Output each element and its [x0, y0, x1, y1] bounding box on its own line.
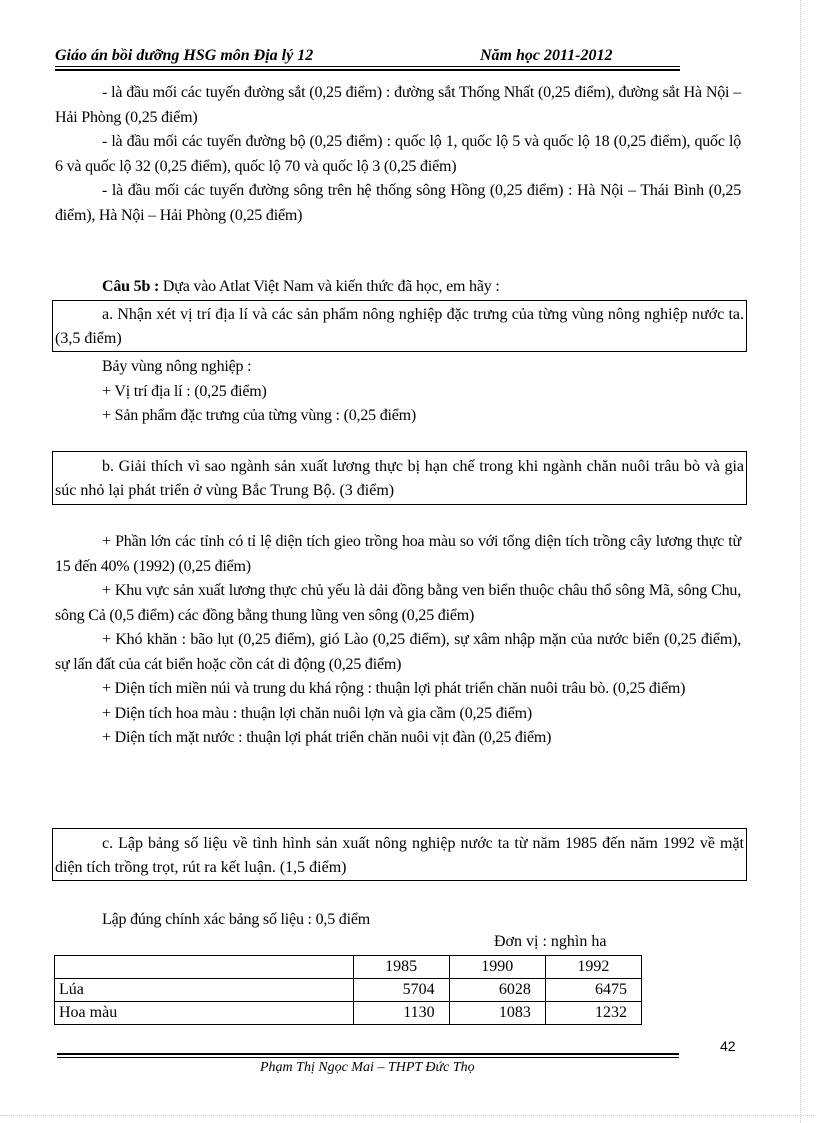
question-a-text: a. Nhận xét vị trí địa lí và các sản phẩm nông nghiệp đặc trưng của từng vùng nông nghiệp nước ta. (3,5 điểm) [55, 306, 744, 347]
paragraph-road: - là đầu mối các tuyến đường bộ (0,25 điểm) : quốc lộ 1, quốc lộ 5 và quốc lộ 18 (0,25 điểm), quốc lộ 6 và quốc lộ 32 (0,25 điểm), quốc lộ 70 và quốc lộ 3 (0,25 điểm) [55, 133, 741, 175]
header-school-year: Năm học 2011-2012 [480, 47, 613, 64]
paragraph-river: - là đầu mối các tuyến đường sông trên hệ thống sông Hồng (0,25 điểm) : Hà Nội – Thái Bình (0,25 điểm), Hà Nội – Hải Phòng (0,25 điểm) [55, 182, 741, 224]
page-header [55, 47, 680, 69]
paragraph-railway: - là đầu mối các tuyến đường sắt (0,25 điểm) : đường sắt Thống Nhất (0,25 điểm), đường sắt Hà Nội – Hải Phòng (0,25 điểm) [55, 84, 741, 126]
page-footer: Phạm Thị Ngọc Mai – THPT Đức Thọ [260, 1060, 475, 1075]
table-unit: Đơn vị : nghìn ha [494, 933, 607, 950]
table-cell: 6475 [545, 979, 641, 1002]
table-corner-cell [55, 956, 354, 979]
answer-a-block [55, 355, 741, 429]
table-row-label: Hoa màu [55, 1002, 354, 1025]
answer-b-paragraph: + Diện tích miền núi và trung du khá rộng : thuận lợi phát triển chăn nuôi trâu bò. (0,25 điểm) [102, 680, 686, 697]
answer-a-line: + Sản phẩm đặc trưng của từng vùng : (0,25 điểm) [102, 407, 417, 424]
answer-c-block [55, 908, 741, 933]
header-title: Giáo án bồi dưỡng HSG môn Địa lý 12 [55, 47, 314, 64]
question-c-text: c. Lập bảng số liệu về tình hình sản xuất nông nghiệp nước ta từ năm 1985 đến năm 1992 về mặt diện tích trồng trọt, rút ra kết luận. (1,5 điểm) [55, 835, 744, 876]
table-year-cell: 1985 [353, 956, 449, 979]
table-header-row [55, 956, 642, 979]
question-text: Dựa vào Atlat Việt Nam và kiến thức đã học, em hãy : [159, 278, 500, 295]
table-year-cell: 1990 [449, 956, 545, 979]
question-5b [55, 275, 741, 300]
answer-b-paragraph: + Diện tích mặt nước : thuận lợi phát triển chăn nuôi vịt đàn (0,25 điểm) [102, 729, 552, 746]
table-cell: 1130 [353, 1002, 449, 1025]
table-cell: 5704 [353, 979, 449, 1002]
area-table [54, 955, 642, 1025]
table-row-label: Lúa [55, 979, 354, 1002]
question-b-text: b. Giải thích vì sao ngành sản xuất lương thực bị hạn chế trong khi ngành chăn nuôi trâu bò và gia súc nhỏ lại phát triển ở vùng Bắc Trung Bộ. (3 điểm) [55, 458, 744, 499]
answer-b-paragraph: + Diện tích hoa màu : thuận lợi chăn nuôi lợn và gia cầm (0,25 điểm) [102, 704, 533, 722]
answer-a-line: + Vị trí địa lí : (0,25 điểm) [102, 382, 267, 400]
answer-b-paragraph: + Khu vực sản xuất lương thực chủ yếu là dải đồng bằng ven biển thuộc châu thổ sông Mã, sông Chu, sông Cả (0,5 điểm) các đồng bằng thung lũng ven sông (0,25 điểm) [55, 582, 741, 624]
header-rule-thick [55, 69, 680, 71]
page-number: 42 [720, 1038, 736, 1054]
table-year-cell: 1992 [545, 956, 641, 979]
table-row [55, 1002, 642, 1025]
answer-a-line: Bảy vùng nông nghiệp : [102, 358, 252, 375]
rail-paragraph-block [55, 81, 741, 228]
answer-b-block [55, 530, 741, 751]
question-c-box [52, 828, 747, 881]
table-cell: 1232 [545, 1002, 641, 1025]
footer-rule [57, 1057, 679, 1058]
table-cell: 6028 [449, 979, 545, 1002]
question-label: Câu 5b : [102, 278, 160, 295]
answer-b-paragraph: + Khó khăn : bão lụt (0,25 điểm), gió Lào (0,25 điểm), sự xâm nhập mặn của nước biển (0,25 điểm), sự lấn đất của cát biển hoặc cồn cát di động (0,25 điểm) [55, 631, 741, 673]
question-a-box [52, 300, 747, 352]
footer-rule-thick [57, 1053, 679, 1055]
page-edge-guide [800, 0, 801, 1123]
table-cell: 1083 [449, 1002, 545, 1025]
answer-b-paragraph: + Phần lớn các tỉnh có tỉ lệ diện tích gieo trồng hoa màu so với tổng diện tích trồng cây lương thực từ 15 đến 40% (1992) (0,25 điểm) [55, 533, 741, 575]
answer-c-line: Lập đúng chính xác bảng số liệu : 0,5 điểm [102, 911, 370, 928]
page-bottom-guide [0, 1115, 816, 1116]
question-b-box [52, 451, 747, 505]
table-row [55, 979, 642, 1002]
header-rule [55, 66, 680, 67]
